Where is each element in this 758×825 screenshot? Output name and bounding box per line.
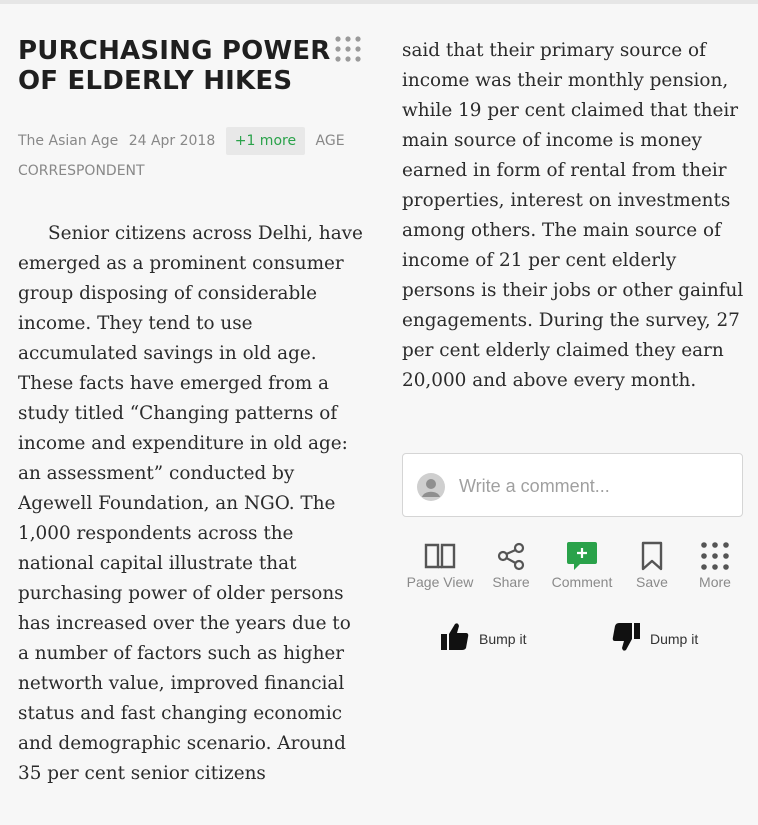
page-view-label: Page View [406, 574, 474, 590]
comment-plus-icon [566, 540, 598, 572]
share-label: Share [492, 574, 530, 590]
comment-box[interactable] [402, 453, 743, 517]
dump-it-label: Dump it [650, 631, 699, 647]
thumbs-up-icon [440, 621, 470, 653]
bump-it-label: Bump it [479, 631, 527, 647]
page-view-button[interactable] [403, 540, 477, 590]
share-button[interactable] [474, 540, 548, 590]
save-label: Save [636, 574, 668, 590]
bookmark-icon [636, 540, 668, 572]
comment-label: Comment [551, 574, 613, 590]
article-date: 24 Apr 2018 [128, 133, 216, 149]
top-divider [0, 0, 758, 4]
article-meta [18, 126, 364, 186]
article-body-right: said that their primary source of income was their monthly pension, while 19 per cent claimed that their main source of income is money earned in form of rental from their properties, interest on investments among others. The main source of income of 21 per cent elderly persons is their jobs or other gainful engagements. During the survey, 27 per cent elderly claimed they earn 20,000 and above every month. [402, 40, 744, 391]
open-book-icon [423, 540, 457, 572]
user-avatar-icon [417, 473, 445, 501]
article-right-column [402, 36, 746, 428]
more-button[interactable] [678, 540, 752, 590]
article-author: AGE CORRESPONDENT [18, 133, 345, 179]
more-grid-icon [699, 540, 731, 572]
more-label: More [699, 574, 731, 590]
article-body-left: Senior citizens across Delhi, have emerged as a prominent consumer group disposing of considerable income. They tend to use accumulated savings in old age. These facts have emerged from a study titled “Changing patterns of income and expenditure in old age: an assessment” conducted by Agewell Foundation, an NGO. The 1,000 respondents across the national capital illustrate that purchasing power of older persons has increased over the years due to a number of factors such as higher networth value, improved financial status and fast changing economic and demographic scenario. Around 35 per cent senior citizens [18, 223, 363, 784]
article-title: PURCHASING POWER OF ELDERLY HIKES [18, 36, 331, 96]
comment-input[interactable] [459, 472, 729, 500]
article-source[interactable]: The Asian Age [18, 133, 119, 149]
dump-it-button[interactable] [611, 621, 711, 655]
share-icon [495, 540, 527, 572]
bump-it-button[interactable] [440, 621, 540, 655]
comment-button[interactable] [545, 540, 619, 590]
drag-handle-grid-icon[interactable] [334, 35, 362, 63]
article-left-column [18, 36, 364, 785]
thumbs-down-icon [611, 621, 641, 653]
more-sources-badge[interactable]: +1 more [226, 127, 305, 155]
